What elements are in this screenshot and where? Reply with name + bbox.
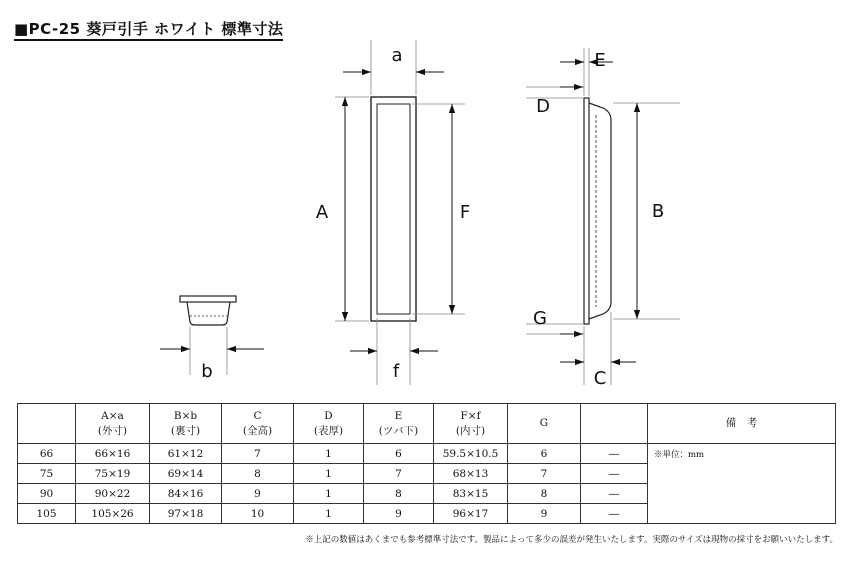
- table-cell: 6: [508, 444, 581, 464]
- header-cell-G: G: [508, 404, 581, 444]
- table-cell: 105: [18, 504, 76, 524]
- table-row: [18, 444, 836, 464]
- table-cell: 69×14: [150, 464, 222, 484]
- table-cell: 1: [294, 464, 364, 484]
- table-cell: 6: [364, 444, 434, 464]
- header-cell-F-f: F×f (内寸): [434, 404, 508, 444]
- unit-note: ※単位：mm: [654, 450, 705, 460]
- table-cell: 66: [18, 444, 76, 464]
- header-cell-C: C (全高): [222, 404, 294, 444]
- table-cell: 9: [508, 504, 581, 524]
- page-title: ■PC-25 葵戸引手 ホワイト 標準寸法: [14, 20, 283, 41]
- table-cell: 90×22: [76, 484, 150, 504]
- table-cell: ―: [581, 464, 648, 484]
- footnote: ※上記の数値はあくまでも参考標準寸法です。製品によって多少の誤差が発生いたします。実際のサイズは現物の採寸をお願いいたします。: [305, 535, 838, 545]
- table-cell: 9: [222, 484, 294, 504]
- table-cell: 75×19: [76, 464, 150, 484]
- dim-label-E: E: [594, 50, 606, 71]
- dim-label-C: C: [593, 368, 607, 389]
- table-cell: 7: [222, 444, 294, 464]
- table-cell: 68×13: [434, 464, 508, 484]
- table-cell: 97×18: [150, 504, 222, 524]
- table-cell: 10: [222, 504, 294, 524]
- dimension-table: [17, 403, 836, 524]
- table-cell: ―: [581, 504, 648, 524]
- side-view: [584, 98, 611, 324]
- table-cell: 1: [294, 504, 364, 524]
- front-view: [371, 97, 416, 321]
- dim-label-a: a: [391, 45, 403, 66]
- header-cell-blank: [581, 404, 648, 444]
- table-cell: 61×12: [150, 444, 222, 464]
- dim-label-D: D: [536, 96, 550, 117]
- dim-label-B: B: [651, 201, 665, 222]
- table-cell: 75: [18, 464, 76, 484]
- table-cell: 8: [222, 464, 294, 484]
- table-cell: 7: [364, 464, 434, 484]
- front-dimension-arrows: [343, 72, 452, 351]
- table-cell: ―: [581, 484, 648, 504]
- table-cell: 84×16: [150, 484, 222, 504]
- header-cell-B-b: B×b (裏寸): [150, 404, 222, 444]
- dim-label-F: F: [459, 202, 471, 223]
- front-extension-lines: [335, 40, 465, 385]
- end-view: [180, 296, 236, 325]
- table-cell: 1: [294, 444, 364, 464]
- table-cell: 105×26: [76, 504, 150, 524]
- table-cell: ―: [581, 444, 648, 464]
- table-cell: 9: [364, 504, 434, 524]
- table-cell: 7: [508, 464, 581, 484]
- dim-label-G: G: [533, 308, 547, 329]
- table-header-row: [18, 404, 836, 444]
- dim-label-A: A: [315, 202, 329, 223]
- dim-label-f: f: [392, 361, 400, 382]
- header-cell-D: D (表厚): [294, 404, 364, 444]
- header-cell-remarks: 備 考: [648, 404, 836, 444]
- table-cell: 59.5×10.5: [434, 444, 508, 464]
- header-cell-A-a: A×a (外寸): [76, 404, 150, 444]
- table-cell: 8: [508, 484, 581, 504]
- table-cell: 96×17: [434, 504, 508, 524]
- dim-label-b: b: [201, 361, 213, 382]
- remarks-cell: [648, 444, 836, 524]
- table-cell: 66×16: [76, 444, 150, 464]
- table-cell: 90: [18, 484, 76, 504]
- header-cell-E: E (ツバ下): [364, 404, 434, 444]
- table-cell: 1: [294, 484, 364, 504]
- table-cell: 8: [364, 484, 434, 504]
- header-cell-size: [18, 404, 76, 444]
- table-cell: 83×15: [434, 484, 508, 504]
